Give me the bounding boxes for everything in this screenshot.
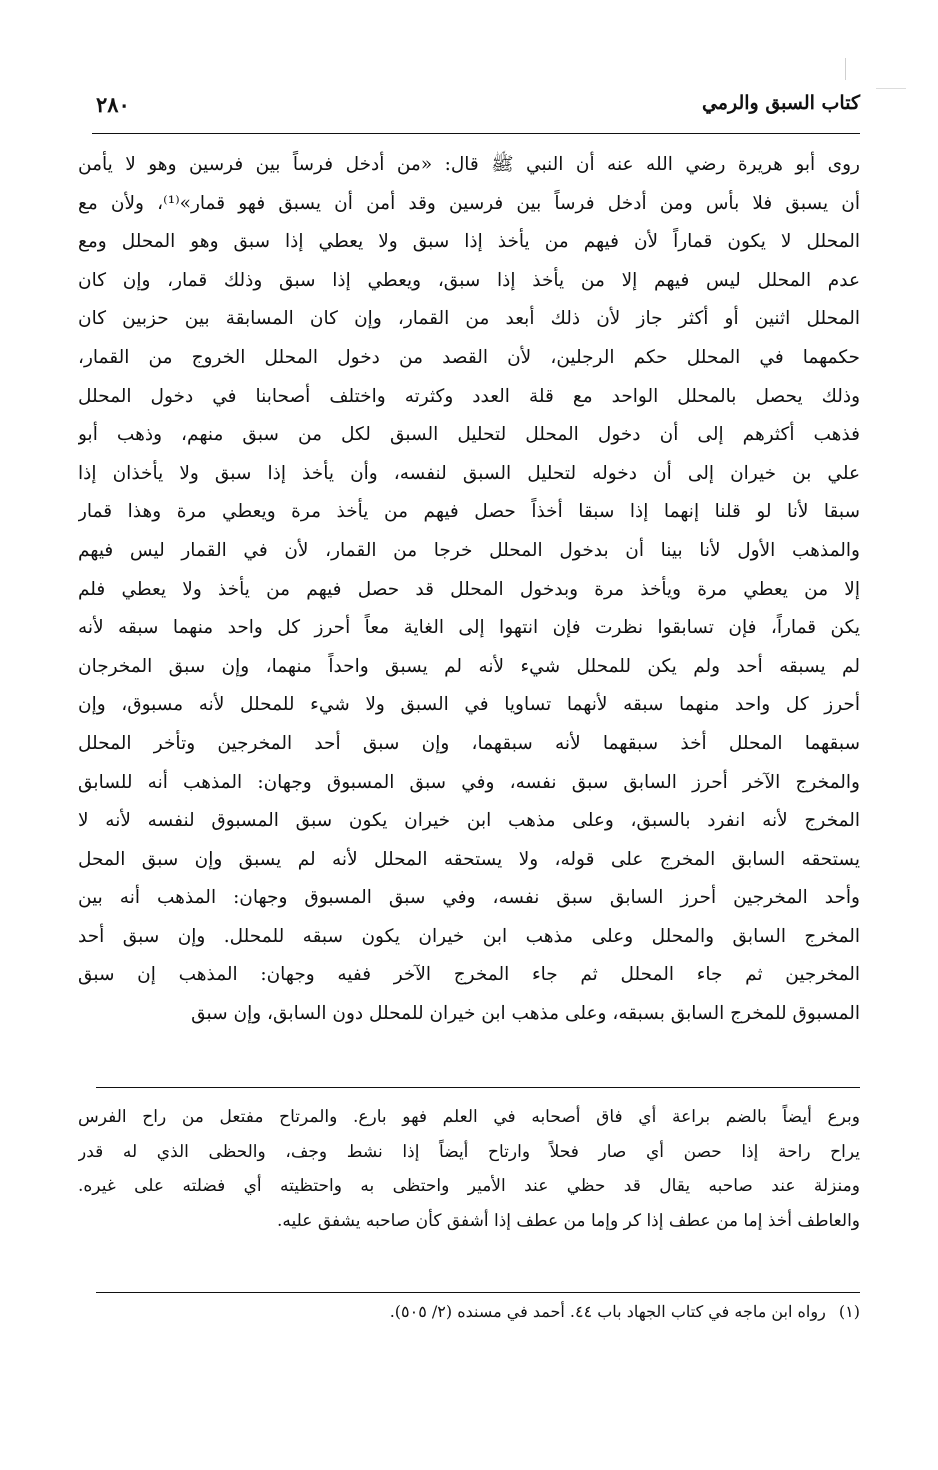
body-line: حكمهما في المحلل حكم الرجلين، لأن القصد من دخول المحلل الخروج من القمار، bbox=[78, 346, 860, 368]
footnote bbox=[96, 1297, 860, 1327]
footnote-text: رواه ابن ماجه في كتاب الجهاد باب ٤٤. أحمد في مسنده (٢/ ٥٠٥). bbox=[389, 1302, 826, 1321]
body-line: علي بن خيران إلى أن دخوله لتحليل السبق لنفسه، وأن يأخذ إذا سبق ولا يأخذان إذا bbox=[78, 462, 860, 484]
body-line: والمذهب الأول لأنا بينا أن بدخول المحلل خرجا من القمار، لأن في القمار ليس فيهم bbox=[78, 539, 860, 561]
body-line: سبقهما المحلل أخذ سبقهما لأنه سبقهما، وإن سبق أحد المخرجين وتأخر المحلل bbox=[78, 732, 860, 754]
body-line: يستحقه السابق المخرج على قوله، ولا يستحقه المحلل لأنه لم يسبق وإن سبق المحل bbox=[78, 848, 860, 870]
body-line: يكن قماراً، فإن تسابقوا نظرت فإن انتهوا إلى الغاية معاً أحرز كل واحد منهما سبقه لأنه bbox=[78, 617, 860, 639]
glossary-note bbox=[78, 1100, 860, 1238]
body-line: المسبوق للمخرج السابق بسبقه، وعلى مذهب ابن خيران للمحلل دون السابق، وإن سبق bbox=[191, 1003, 860, 1025]
body-line: أحرز كل واحد منهما سبقه لأنهما تساويا في السبق ولا شيء للمحلل لأنه مسبوق، وإن bbox=[78, 694, 860, 716]
footnote-rule bbox=[96, 1292, 860, 1293]
main-body-text bbox=[78, 146, 860, 1076]
body-line: المخرج لأنه انفرد بالسبق، وعلى مذهب ابن خيران يكون سبق المسبوق لنفسه لأنه لا bbox=[78, 810, 860, 832]
note-line: والعاطف أخذ إما من عطف إذا كر وإما من عطف إذا أشفق كأن صاحبه يشفق عليه. bbox=[277, 1210, 860, 1231]
body-line: المخرجين ثم جاء المحلل ثم جاء المخرج الآخر ففيه وجهان: المذهب إن سبق bbox=[78, 964, 860, 986]
body-line: فذهب أكثرهم إلى أن دخول المحلل لتحليل السبق لكل من سبق منهم، وذهب أبو bbox=[78, 424, 860, 446]
note-line: وبرع أيضاً بالضم براعة أي فاق أصحابه في العلم فهو بارع. والمرتاح مفتعل من راح الفرس bbox=[78, 1107, 860, 1127]
body-line: سبقا لأنا لو قلنا إنهما إذا سبقا أخذاً حصل فيهم من يأخذ مرة ويعطي مرة وهذا قمار bbox=[78, 501, 860, 523]
scan-edge-mark bbox=[876, 88, 906, 90]
body-line: روى أبو هريرة رضي الله عنه أن النبي ﷺ قال: «من أدخل فرساً بين فرسين وهو لا يأمن bbox=[78, 154, 860, 175]
body-line: أن يسبق فلا بأس ومن أدخل فرساً بين فرسين وقد أمن أن يسبق فهو قمار»⁽¹⁾، ولأن مع bbox=[78, 192, 860, 214]
body-line: وأحد المخرجين أحرز السابق سبق نفسه، وفي سبق المسبوق وجهان: المذهب أنه بين bbox=[78, 887, 860, 909]
scan-edge-mark bbox=[845, 58, 852, 80]
note-line: يراح راحة إذا حصن أي صار فحلاً وارتاح أيضاً إذا نشط وجف، والحظى الذي له قدر bbox=[78, 1141, 860, 1162]
note-line: ومنزلة عند صاحبه يقال قد حظي عند الأمير واحتظى به واحتظيته أي فضلته على غيره. bbox=[78, 1176, 860, 1196]
body-line: إلا من يعطي مرة ويأخذ مرة وبدخول المحلل قد حصل فيهم من يأخذ ولا يعطي فلم bbox=[78, 578, 860, 600]
body-line: والمخرج الآخر أحرز السابق سبق نفسه، وفي سبق المسبوق وجهان: المذهب أنه للسابق bbox=[78, 771, 860, 793]
body-line: وذلك يحصل بالمحلل الواحد مع قلة العدد وكثرته واختلف أصحابنا في دخول المحلل bbox=[78, 385, 860, 407]
body-line: لم يسبقه أحد ولم يكن للمحلل شيء لأنه لم يسبق واحداً منهما، وإن سبق المخرجان bbox=[78, 655, 860, 677]
body-line: المخرج السابق والمحلل وعلى مذهب ابن خيران يكون سبقه للمحلل. وإن سبق أحد bbox=[78, 925, 860, 947]
header-rule bbox=[92, 133, 860, 134]
body-line: عدم المحلل ليس فيهم إلا من يأخذ إذا سبق، ويعطي إذا سبق وذلك قمار، وإن كان bbox=[78, 269, 860, 291]
running-title: كتاب السبق والرمي bbox=[701, 92, 860, 114]
body-line: المحلل اثنين أو أكثر جاز لأن ذلك أبعد من القمار، وإن كان المسابقة بين حزبين كان bbox=[78, 308, 860, 330]
page-number: ٢٨٠ bbox=[96, 92, 130, 117]
footnote-marker: (١) bbox=[838, 1302, 860, 1321]
body-line: المحلل لا يكون قماراً لأن فيهم من يأخذ إذا سبق ولا يعطي إذا سبق وهو المحلل ومع bbox=[78, 231, 860, 253]
note-rule bbox=[96, 1087, 860, 1088]
